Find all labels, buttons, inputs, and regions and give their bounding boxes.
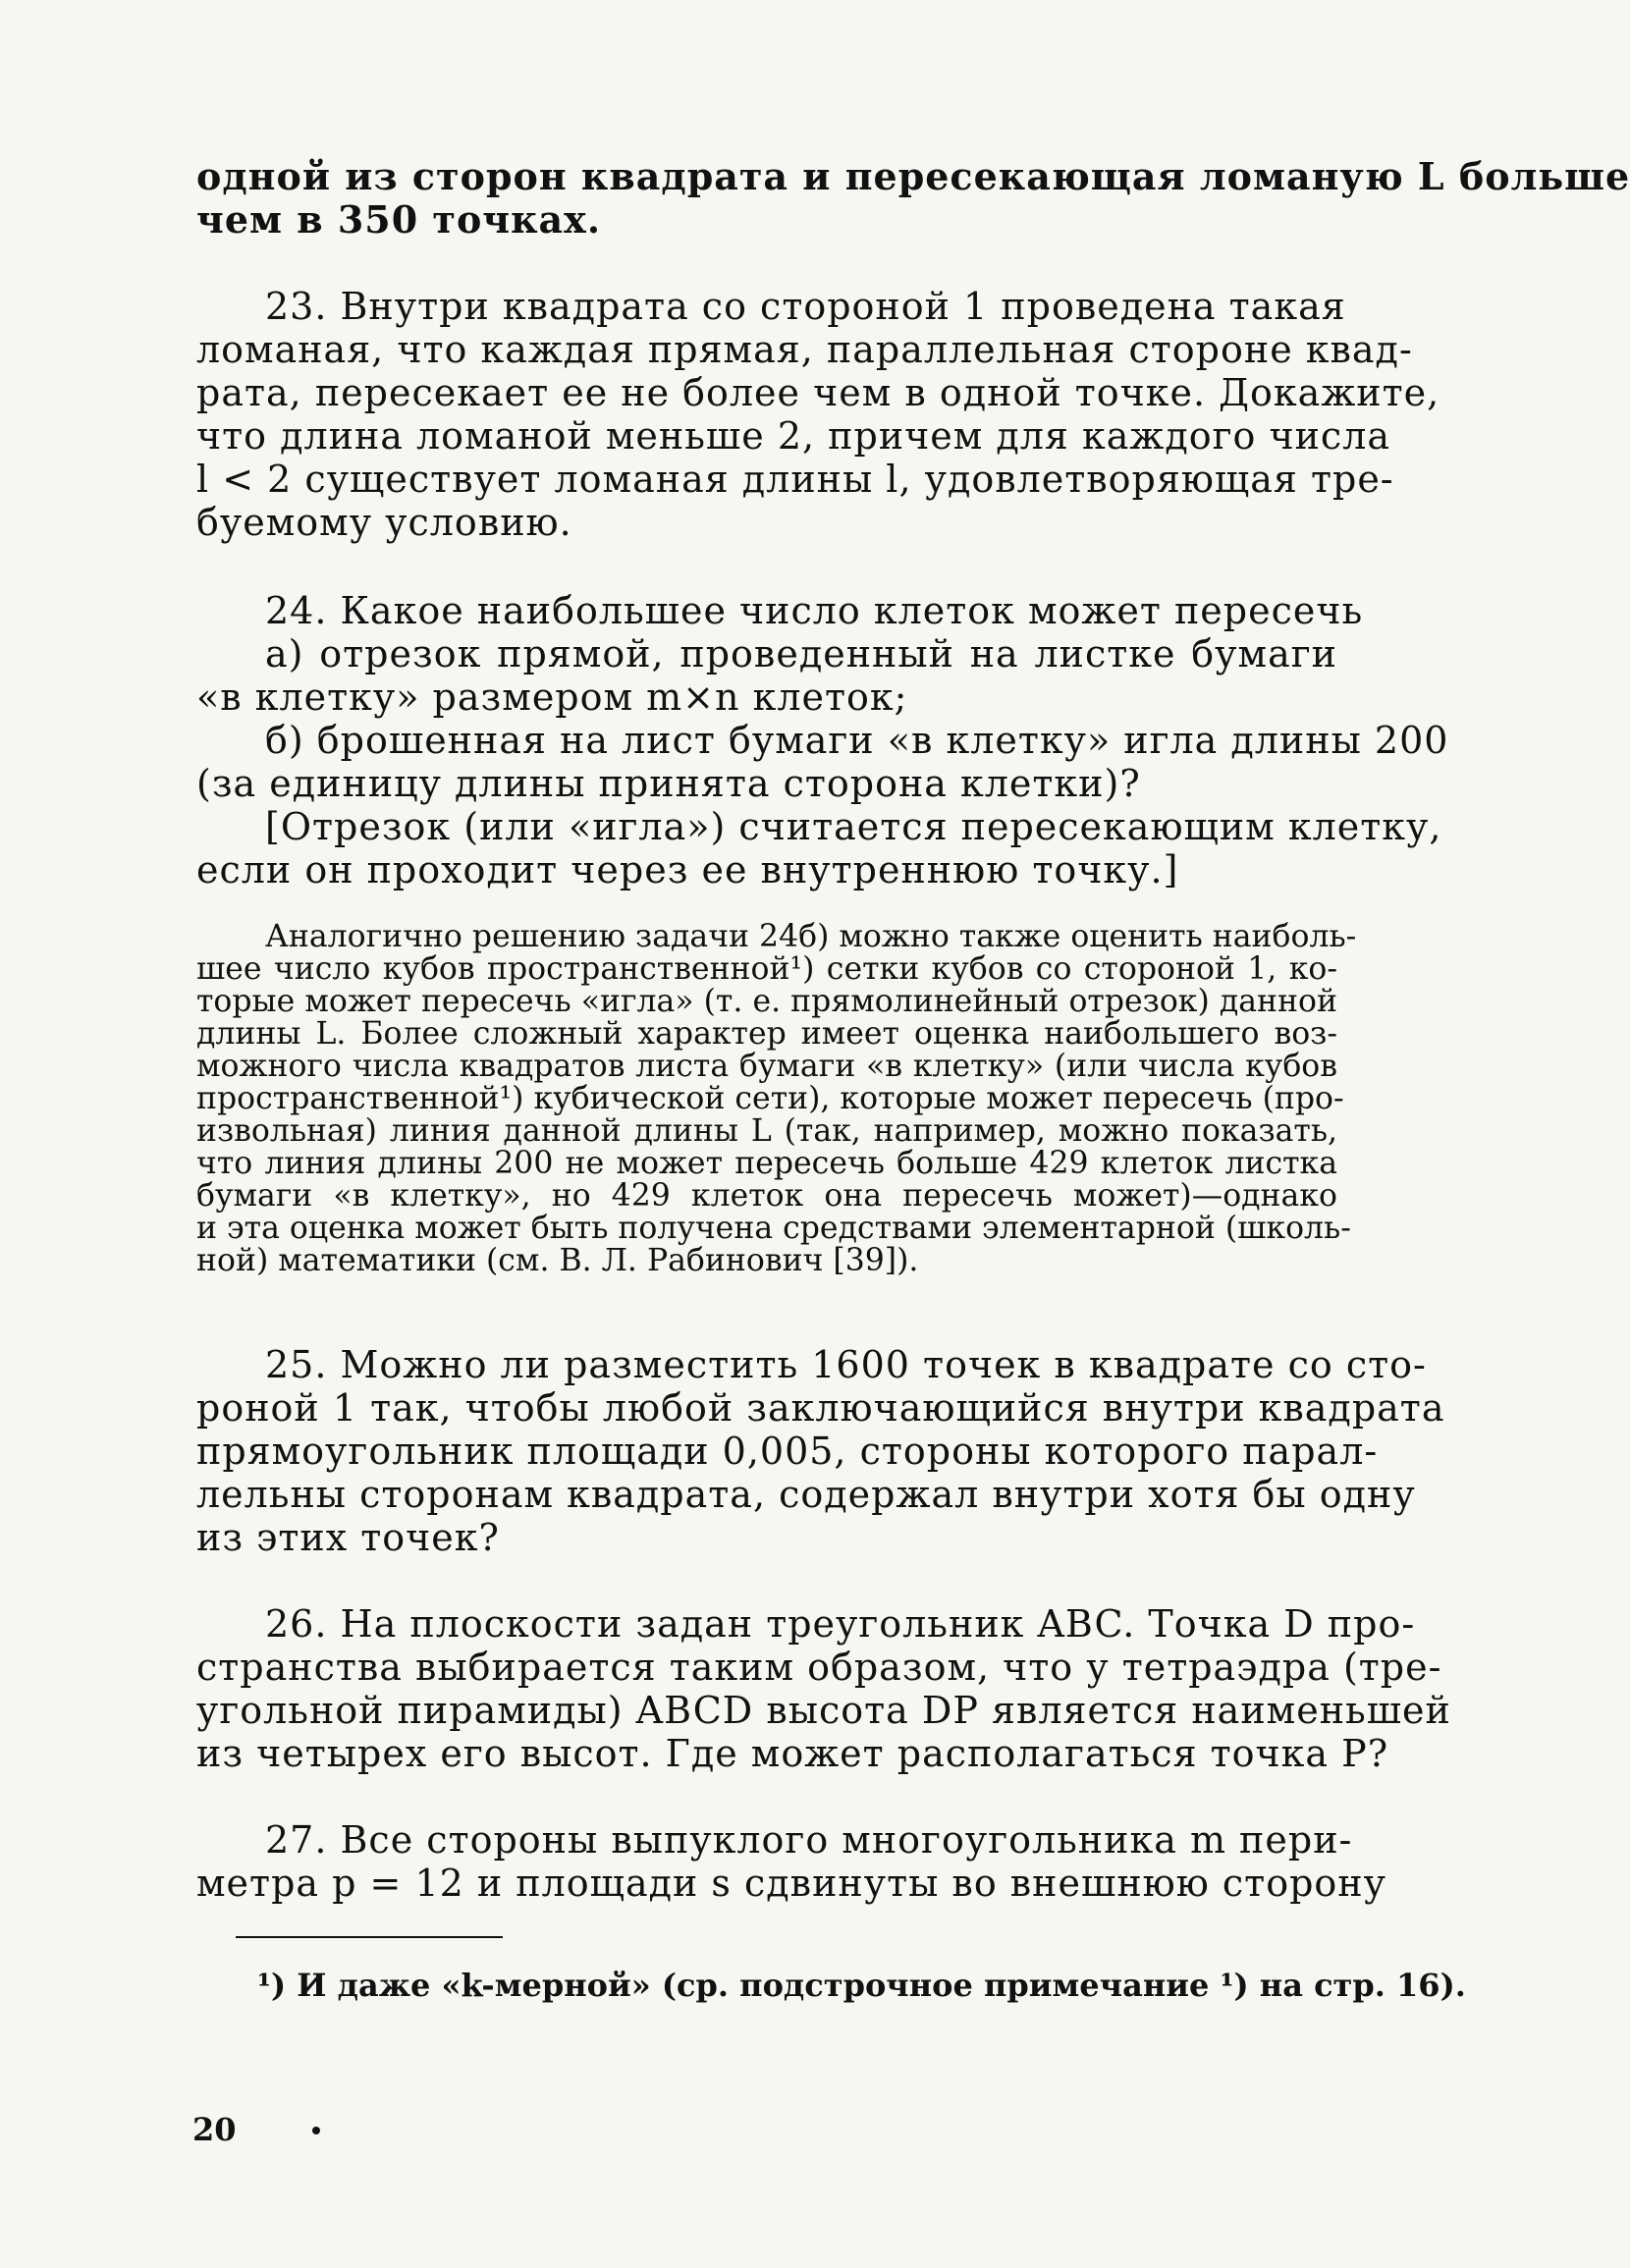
text-line: рата, пересекает ее не более чем в одной точке. Докажите, [196,371,1440,414]
page-number: 20 [192,2111,237,2148]
text-line: угольной пирамиды) ABCD высота DP является наименьшей [196,1689,1451,1732]
text-line: из четырех его высот. Где может располагаться точка P? [196,1732,1389,1775]
continuation-paragraph [196,154,1630,242]
text-line: прямоугольник площади 0,005, стороны которого парал- [196,1430,1379,1473]
print-mark [312,2127,320,2134]
text-line: можного числа квадратов листа бумаги «в клетку» (или числа кубов [196,1049,1337,1084]
text-line: из этих точек? [196,1516,500,1559]
text-line: извольная) линия данной длины L (так, например, можно показать, [196,1113,1337,1149]
text-line: 26. На плоскости задан треугольник ABC. Точка D про- [265,1602,1416,1646]
problem-23 [196,285,1440,544]
text-line: одной из сторон квадрата и пересекающая ломаную L больше [196,154,1630,198]
text-line: l < 2 существует ломаная длины l, удовлетворяющая тре- [196,458,1394,501]
text-line: и эта оценка может быть получена средствами элементарной (школь- [196,1211,1351,1246]
text-line: ломаная, что каждая прямая, параллельная стороне квад- [196,328,1413,371]
text-line: буемому условию. [196,501,572,544]
text-line: Аналогично решению задачи 24б) можно также оценить наиболь- [265,919,1357,954]
text-line: 24. Какое наибольшее число клеток может пересечь [265,589,1364,632]
text-line: 23. Внутри квадрата со стороной 1 проведена такая [265,285,1346,328]
text-line: (за единицу длины принята сторона клетки)? [196,762,1141,805]
problem-24 [196,589,1449,891]
footnote-divider [236,1936,503,1938]
text-line: ной) математики (см. В. Л. Рабинович [39]). [196,1243,919,1278]
text-line: шее число кубов пространственной¹) сетки кубов со стороной 1, ко- [196,951,1337,987]
text-line: торые может пересечь «игла» (т. е. прямолинейный отрезок) данной [196,984,1337,1019]
text-line: длины L. Более сложный характер имеет оценка наибольшего воз- [196,1016,1337,1052]
problem-26 [196,1602,1451,1775]
text-line: б) брошенная на лист бумаги «в клетку» игла длины 200 [265,719,1449,762]
text-line: чем в 350 точках. [196,197,602,242]
footnote-text: ¹) И даже «k-мерной» (ср. подстрочное примечание ¹) на стр. 16). [257,1967,1466,2004]
text-line: если он проходит через ее внутреннюю точку.] [196,848,1179,891]
small-print-note [196,919,1357,1278]
text-line: бумаги «в клетку», но 429 клеток она пересечь может)—однако [196,1178,1337,1214]
text-line: странства выбирается таким образом, что у тетраэдра (тре- [196,1646,1442,1689]
text-line: что линия длины 200 не может пересечь больше 429 клеток листка [196,1146,1337,1181]
text-line: что длина ломаной меньше 2, причем для каждого числа [196,414,1391,458]
text-line: метра p = 12 и площади s сдвинуты во внешнюю сторону [196,1862,1386,1905]
footnote [257,1964,1466,2007]
text-line: а) отрезок прямой, проведенный на листке бумаги [265,632,1337,675]
text-line: 27. Все стороны выпуклого многоугольника m пери- [265,1818,1353,1862]
text-line: лельны сторонам квадрата, содержал внутри хотя бы одну [196,1473,1416,1516]
text-line: пространственной¹) кубической сети), которые может пересечь (про- [196,1081,1344,1116]
text-line: 25. Можно ли разместить 1600 точек в квадрате со сто- [265,1343,1427,1386]
problem-27 [196,1818,1386,1905]
text-line: роной 1 так, чтобы любой заключающийся внутри квадрата [196,1386,1445,1430]
text-line: «в клетку» размером m×n клеток; [196,675,908,719]
problem-25 [196,1343,1445,1559]
text-line: [Отрезок (или «игла») считается пересекающим клетку, [265,805,1442,848]
